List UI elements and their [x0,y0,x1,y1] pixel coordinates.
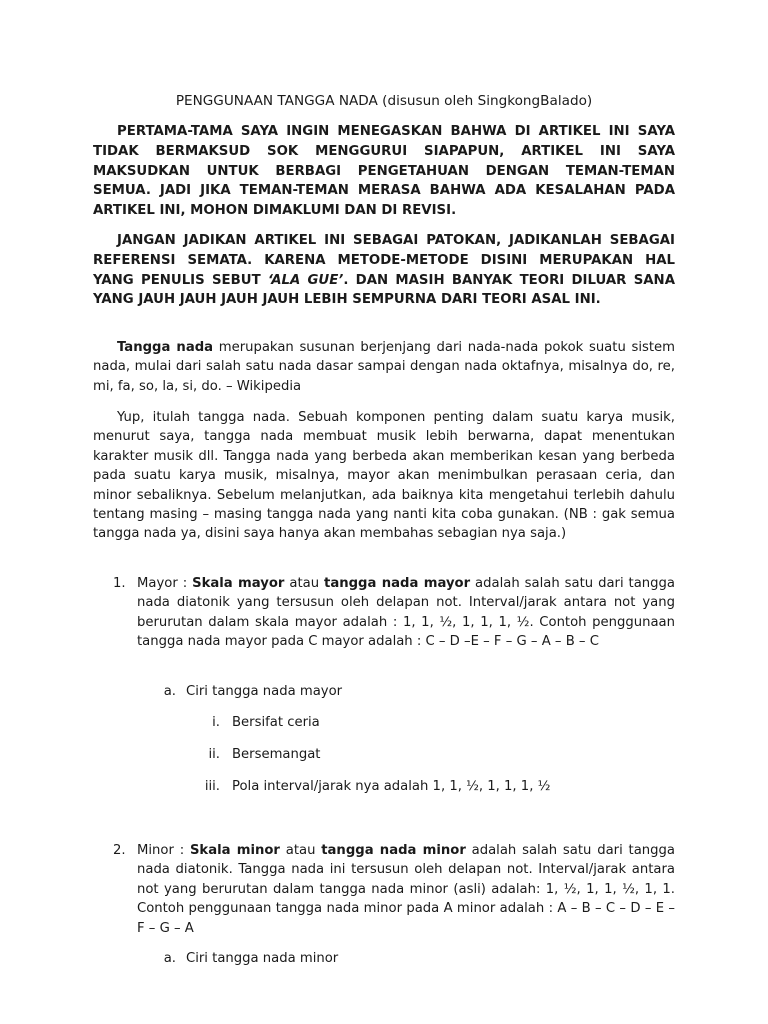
list-item-bold: Skala minor [189,843,280,858]
list-item-connector: atau [284,576,325,591]
intro-reference-text: JANGAN JADIKAN ARTIKEL INI SEBAGAI PATOKAN, JADIKANLAH SEBAGAI REFERENSI SEMATA. KARENA METODE-METODE DISINI MERUPAKAN HAL YANG PENULIS SEBUT [93,233,675,288]
list-item-mayor [137,574,675,652]
list-item-minor [137,841,675,938]
subsublist-marker: iii. [204,779,220,794]
list-item-connector: atau [279,843,322,858]
definition-text: merupakan susunan berjenjang dari nada-nada pokok suatu sistem nada, mulai dari salah satu nada dasar sampai dengan nada oktafnya, misalnya do, re, mi, fa, so, la, si, do. – Wikipedia [93,340,676,394]
list-item-text: adalah salah satu dari tangga nada diatonik yang tersusun oleh delapan not. Interval/jarak antara not yang berurutan dalam skala mayor adalah : 1, 1, ½, 1, 1, 1, ½. Contoh penggunaan tangga nada mayor pada C mayor adalah : C – D –E – F – G – A – B – C [137,576,675,650]
list-item-bold: Skala mayor [192,576,285,591]
intro-reference-text-end: . DAN MASIH BANYAK TEORI DILUAR SANA YANG JAUH JAUH JAUH JAUH LEBIH SEMPURNA DARI TEORI ASAL INI. [93,272,675,308]
sublist-label-mayor: Ciri tangga nada mayor [186,684,343,699]
explanation-paragraph: Yup, itulah tangga nada. Sebuah komponen penting dalam suatu karya musik, menurut saya, tangga nada membuat musik lebih berwarna, dapat menentukan karakter musik dll. Tangga nada yang berbeda akan memberikan kesan yang berbeda pada suatu karya musik, misalnya, mayor akan menimbulkan perasaan ceria, dan minor sebaliknya. Sebelum melanjutkan, ada baiknya kita mengetahui terlebih dahulu tentang masing – masing tangga nada yang nanti kita coba gunakan. (NB : gak semua tangga nada ya, disini saya hanya akan membahas sebagian nya saja.) [93,410,675,542]
intro-paragraph-disclaimer: PERTAMA-TAMA SAYA INGIN MENEGASKAN BAHWA DI ARTIKEL INI SAYA TIDAK BERMAKSUD SOK MENGGURUI SIAPAPUN, ARTIKEL INI SAYA MAKSUDKAN UNTUK BERBAGI PENGETAHUAN DENGAN TEMAN-TEMAN SEMUA. JADI JIKA TEMAN-TEMAN MERASA BAHWA ADA KESALAHAN PADA ARTIKEL INI, MOHON DIMAKLUMI DAN DI REVISI. [93,124,675,219]
definition-term: Tangga nada [117,340,214,355]
subsublist-marker: ii. [208,747,220,762]
list-item-label: Minor : [137,843,190,858]
sublist-marker: a. [163,684,176,699]
list-item-label: Mayor : [137,576,193,591]
intro-reference-emphasis: ‘ALA GUE’ [267,272,344,288]
sublist-label-minor: Ciri tangga nada minor [186,951,339,966]
sublist-marker: a. [163,951,176,966]
list-item-bold: tangga nada mayor [324,576,471,591]
intro-paragraph-reference [93,231,675,310]
subsublist-item: Bersemangat [232,747,321,762]
subsublist-item: Bersifat ceria [232,715,320,730]
definition-paragraph [93,338,675,396]
list-number-2: 2. [113,843,126,858]
list-number-1: 1. [113,576,126,591]
subsublist-marker: i. [212,715,220,730]
list-item-bold: tangga nada minor [321,843,466,858]
document-title: PENGGUNAAN TANGGA NADA (disusun oleh SingkongBalado) [175,93,593,109]
subsublist-item: Pola interval/jarak nya adalah 1, 1, ½, 1, 1, 1, ½ [232,779,551,794]
list-item-text: adalah salah satu dari tangga nada diatonik. Tangga nada ini tersusun oleh delapan not. Interval/jarak antara not yang berurutan dalam tangga nada minor (asli) adalah: 1, ½, 1, 1, ½, 1, 1. Contoh penggunaan tangga nada minor pada A minor adalah : A – B – C – D – E – F – G – A [137,843,675,936]
